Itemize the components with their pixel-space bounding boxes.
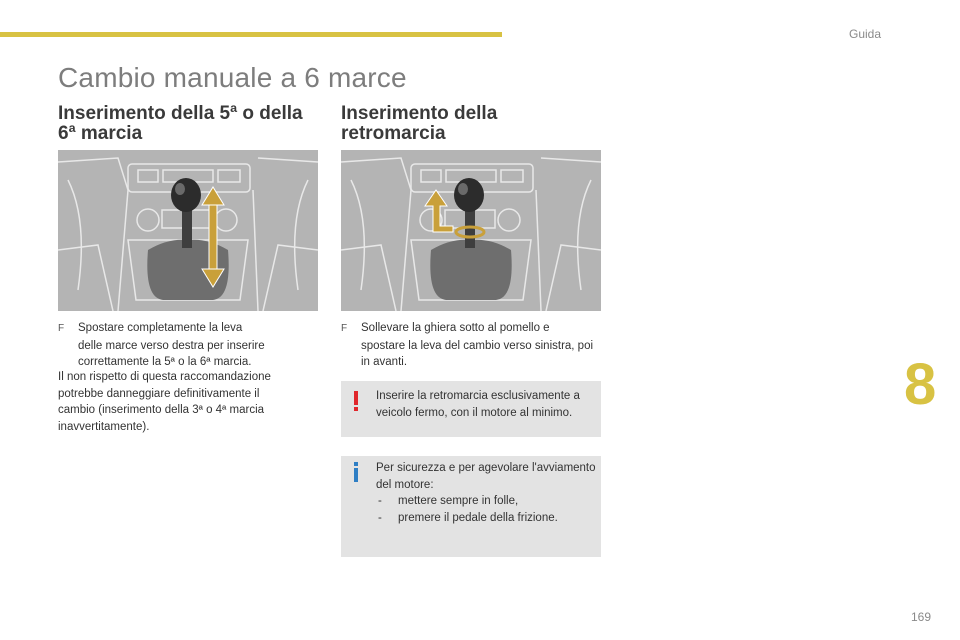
instruction-reverse bbox=[341, 320, 601, 371]
caution-paragraph: Il non rispetto di questa raccomandazione potrebbe danneggiare definitivamente il cambio (inserimento della 3ª o 4ª marcia inavvertitamente). bbox=[58, 371, 271, 433]
page-number: 169 bbox=[911, 610, 932, 624]
gear-shift-illustration-5th-6th bbox=[58, 150, 318, 311]
dash: - bbox=[378, 511, 382, 524]
page-title: Cambio manuale a 6 marce bbox=[58, 62, 407, 93]
list-item-text: mettere sempre in folle, bbox=[398, 495, 519, 507]
info-text bbox=[376, 460, 598, 526]
instruction-continuation: delle marce verso destra per inserire correttamente la 5ª o la 6ª marcia. bbox=[78, 339, 265, 368]
bullet-icon: F bbox=[341, 323, 348, 334]
heading-5th-6th-gear bbox=[58, 104, 328, 144]
heading-line-2: 6ª marcia bbox=[58, 123, 143, 144]
bullet-icon: F bbox=[58, 323, 65, 334]
top-accent-bar bbox=[0, 32, 502, 37]
heading-line-2: retromarcia bbox=[341, 123, 446, 144]
info-icon bbox=[351, 462, 361, 482]
instruction-5th-6th bbox=[58, 320, 298, 371]
section-label: Guida bbox=[849, 27, 882, 41]
heading-line-1: Inserimento della 5ª o della bbox=[58, 103, 303, 124]
warning-box bbox=[341, 381, 601, 437]
info-intro: Per sicurezza e per agevolare l'avviamento del motore: bbox=[376, 462, 596, 491]
heading-reverse-gear bbox=[341, 104, 611, 144]
heading-line-1: Inserimento della bbox=[341, 103, 498, 124]
gear-shift-illustration-reverse bbox=[341, 150, 601, 311]
list-item bbox=[376, 510, 598, 527]
info-box bbox=[341, 456, 601, 557]
instruction-first-line: Spostare completamente la leva bbox=[78, 322, 243, 334]
list-item-text: premere il pedale della frizione. bbox=[398, 511, 558, 524]
exclamation-icon bbox=[351, 391, 361, 411]
chapter-number: 8 bbox=[904, 352, 937, 417]
list-item bbox=[376, 493, 598, 510]
dash: - bbox=[378, 495, 382, 507]
instruction-first-line: Sollevare la ghiera sotto al pomello e bbox=[361, 322, 550, 334]
instruction-continuation: spostare la leva del cambio verso sinistra, poi in avanti. bbox=[361, 339, 594, 368]
warning-text: Inserire la retromarcia esclusivamente a veicolo fermo, con il motore al minimo. bbox=[376, 390, 580, 419]
info-list bbox=[376, 493, 598, 526]
